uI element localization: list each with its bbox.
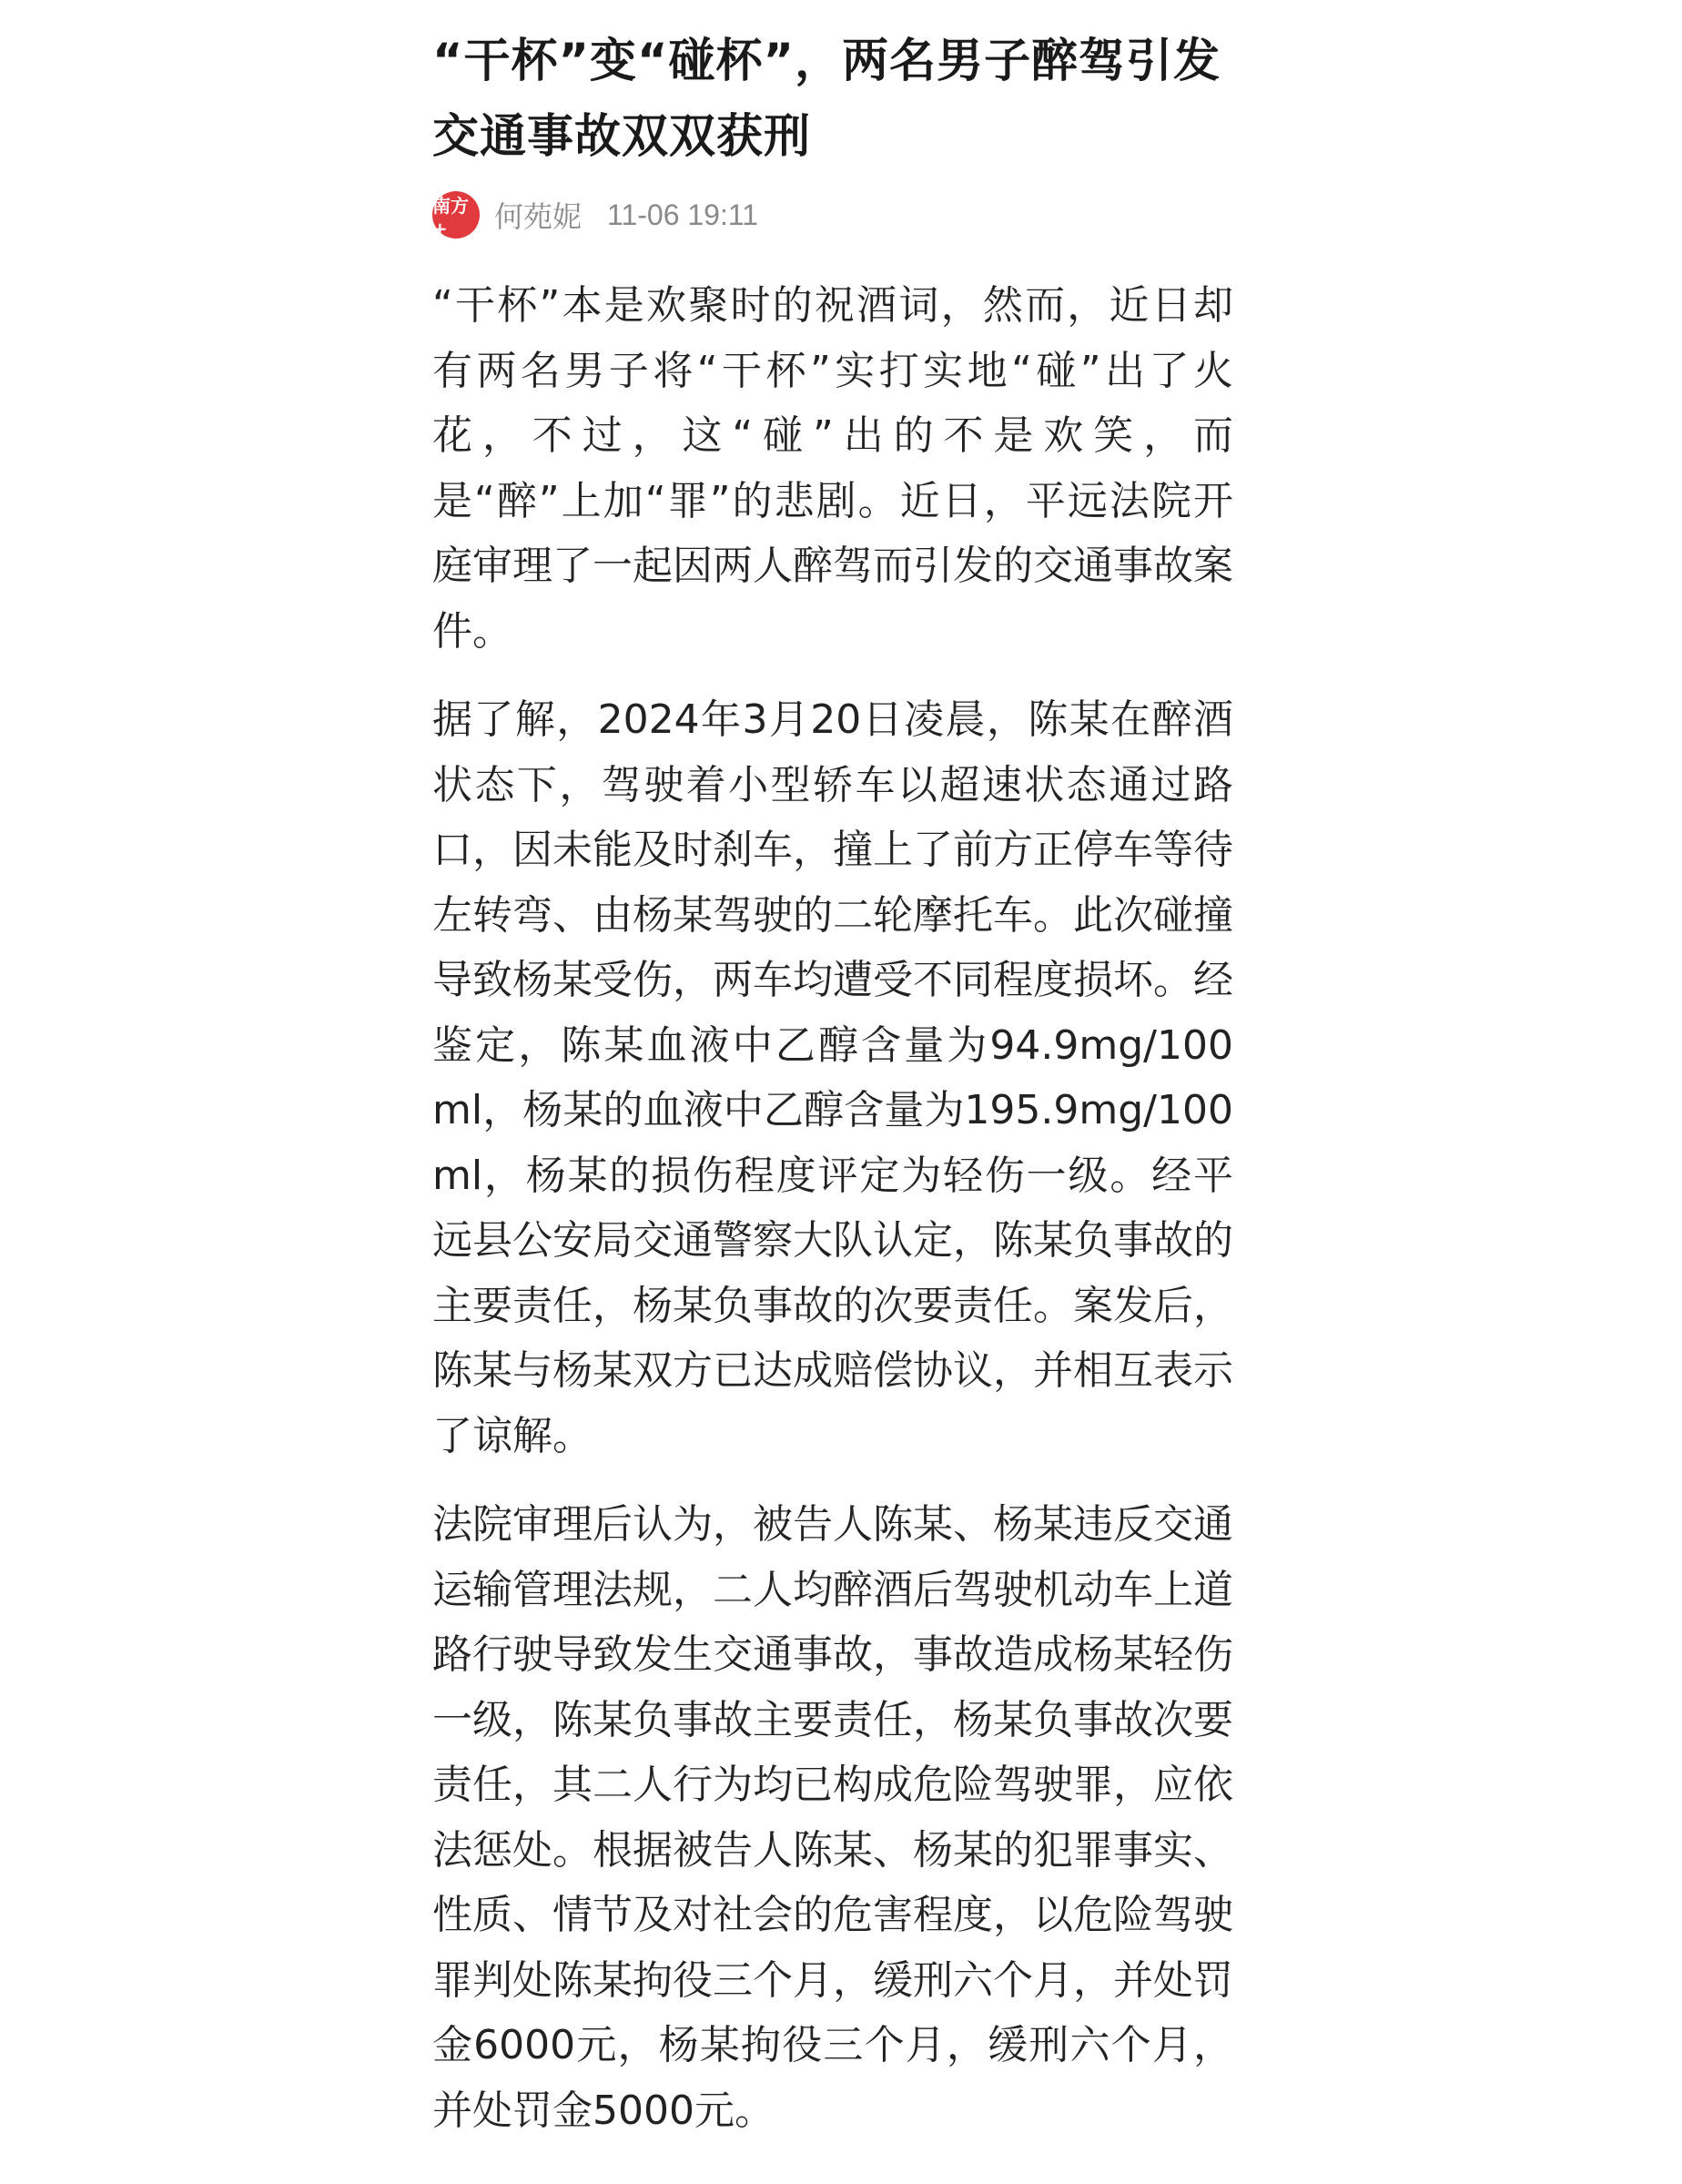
paragraph-intro: “干杯”本是欢聚时的祝酒词，然而，近日却有两名男子将“干杯”实打实地“碰”出了火花，不过，这“碰”出的不是欢笑，而是“醉”上加“罪”的悲剧。近日，平远法院开庭审理了一起因两人醉驾而引发的交通事故案件。 <box>432 282 1233 655</box>
paragraph-facts: 据了解，2024年3月20日凌晨，陈某在醉酒状态下，驾驶着小型轿车以超速状态通过路口，因未能及时刹车，撞上了前方正停车等待左转弯、由杨某驾驶的二轮摩托车。此次碰撞导致杨某受伤，两车均遭受不同程度损坏。经鉴定，陈某血液中乙醇含量为94.9mg/100ml，杨某的血液中乙醇含量为195.9mg/100ml，杨某的损伤程度评定为轻伤一级。经平远县公安局交通警察大队认定，陈某负事故的主要责任，杨某负事故的次要责任。案发后，陈某与杨某双方已达成赔偿协议，并相互表示了谅解。 <box>432 696 1233 1459</box>
article-title: “干杯”变“碰杯”，两名男子醉驾引发交通事故双双获刑 <box>432 35 1221 164</box>
author-name[interactable]: 何苑妮 <box>494 199 583 234</box>
article-meta <box>432 189 1233 240</box>
publish-date: 11-06 19:11 <box>607 198 759 231</box>
article <box>432 24 1233 2167</box>
article-body <box>432 273 1233 2143</box>
source-logo-icon[interactable]: 南方+ <box>432 191 480 239</box>
paragraph-verdict: 法院审理后认为，被告人陈某、杨某违反交通运输管理法规，二人均醉酒后驾驶机动车上道路行驶导致发生交通事故，事故造成杨某轻伤一级，陈某负事故主要责任，杨某负事故次要责任，其二人行为均已构成危险驾驶罪，应依法惩处。根据被告人陈某、杨某的犯罪事实、性质、情节及对社会的危害程度，以危险驾驶罪判处陈某拘役三个月，缓刑六个月，并处罚金6000元，杨某拘役三个月，缓刑六个月，并处罚金5000元。 <box>432 1501 1233 2134</box>
